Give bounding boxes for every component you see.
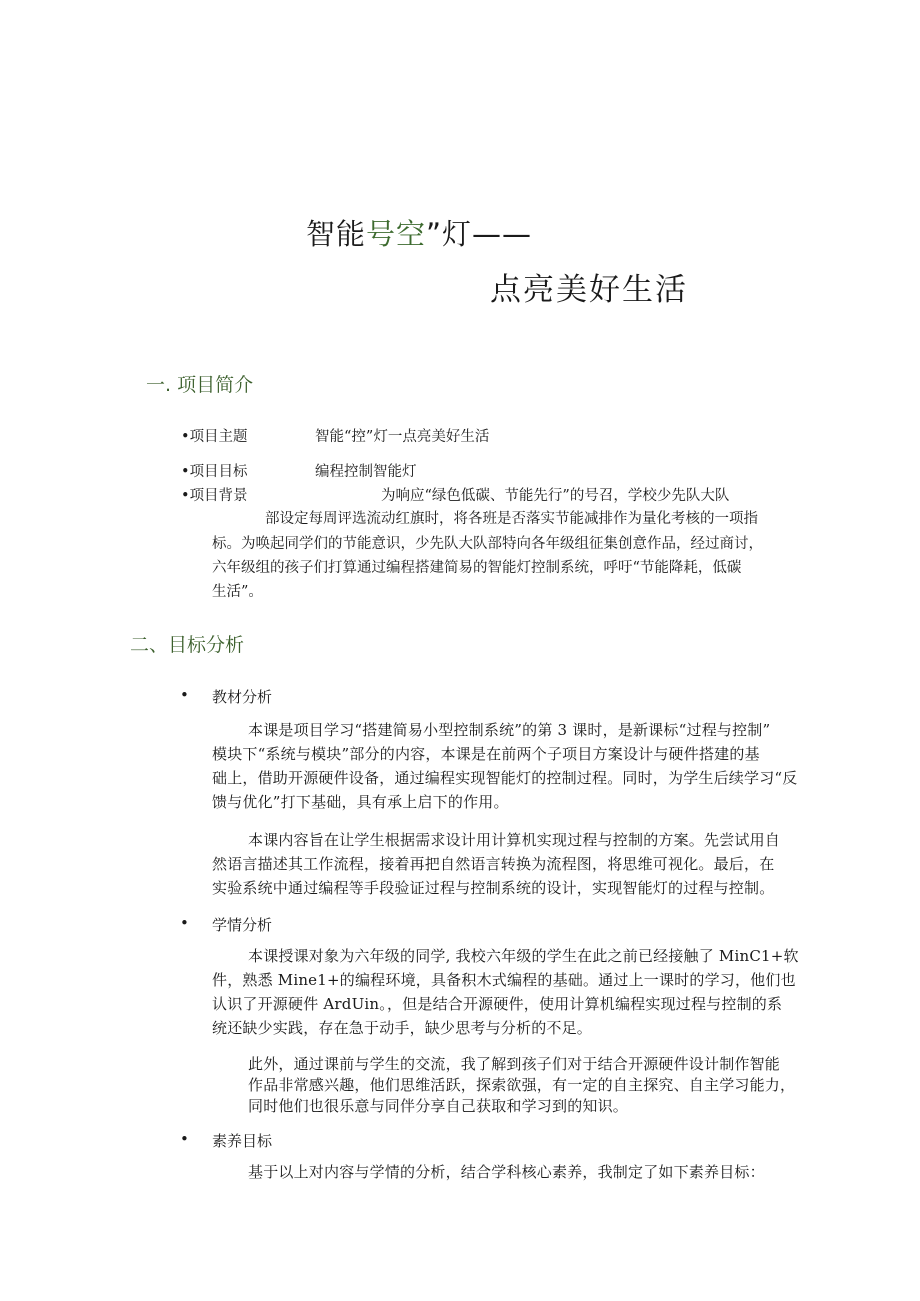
bullet: • xyxy=(180,1130,189,1148)
info-label: 项目目标 xyxy=(189,464,248,480)
paragraph-line: 实验系统中通过编程等手段验证过程与控制系统的设计，实现智能灯的过程与控制。 xyxy=(212,879,775,897)
bullet: • xyxy=(181,464,190,480)
paragraph-line: 然语言描述其工作流程，接着再把自然语言转换为流程图，将思维可视化。最后，在 xyxy=(212,855,775,873)
paragraph-literacy-1 xyxy=(212,1160,765,1184)
analysis-item-label: 教材分析 xyxy=(212,688,273,706)
paragraph-line: 认识了开源硬件 ArdUin。，但是结合开源硬件，使用计算机编程实现过程与控制的系 xyxy=(212,995,783,1013)
paragraph-line: 馈与优化”打下基础，具有承上启下的作用。 xyxy=(212,793,509,811)
title-part-b: 号空 xyxy=(366,217,427,251)
analysis-item-label: 素养目标 xyxy=(212,1132,273,1150)
bullet: • xyxy=(181,429,190,445)
paragraph-line: 作品非常感兴趣，他们思维活跃，探索欲强，有一定的自主探究、自主学习能力， xyxy=(248,1076,796,1094)
paragraph-textbook-2 xyxy=(212,828,780,900)
info-row-theme xyxy=(181,425,248,446)
paragraph-students-2 xyxy=(248,1054,795,1117)
info-value-background: 为响应“绿色低碳、节能先行”的号召，学校少先队大队 xyxy=(381,488,730,504)
background-line-3: 六年级组的孩子们打算通过编程搭建简易的智能灯控制系统，呼吁“节能降耗，低碳 xyxy=(212,560,742,576)
paragraph-line: 统还缺少实践，存在急于动手，缺少思考与分析的不足。 xyxy=(212,1019,593,1037)
info-value-goal: 编程控制智能灯 xyxy=(315,464,417,480)
title-part-a: 智能 xyxy=(306,217,367,251)
paragraph-line: 件，熟悉 Mine1+的编程环境，具备积木式编程的基础。通过上一课时的学习，他们也 xyxy=(212,971,796,989)
info-label: 项目背景 xyxy=(189,488,248,504)
bullet: • xyxy=(180,686,189,704)
section-heading-intro: 一. 项目简介 xyxy=(146,374,254,396)
background-line-4: 生活”。 xyxy=(212,584,263,600)
paragraph-students-1 xyxy=(212,944,799,1040)
document-title-line2: 点亮美好生活 xyxy=(490,272,688,308)
background-line-1: 部设定每周评选流动红旗时，将各班是否落实节能减排作为量化考核的一项指 xyxy=(265,511,758,527)
paragraph-line: 同时他们也很乐意与同伴分享自己获取和学习到的知识。 xyxy=(248,1097,629,1115)
paragraph-line: 本课内容旨在让学生根据需求设计用计算机实现过程与控制的方案。先尝试用自 xyxy=(248,831,781,849)
title-part-c: ”灯—— xyxy=(426,217,533,251)
paragraph-line: 础上，借助开源硬件设备，通过编程实现智能灯的控制过程。同时，为学生后续学习“反 xyxy=(212,769,798,787)
info-label: 项目主题 xyxy=(189,429,248,445)
paragraph-line: 模块下“系统与模块”部分的内容，本课是在前两个子项目方案设计与硬件搭建的基 xyxy=(212,745,760,763)
info-row-goal xyxy=(181,460,248,481)
info-row-background xyxy=(181,484,248,505)
analysis-item-label: 学情分析 xyxy=(212,916,273,934)
paragraph-line: 基于以上对内容与学情的分析，结合学科核心素养，我制定了如下素养目标： xyxy=(248,1163,765,1181)
bullet: • xyxy=(180,914,189,932)
background-line-2: 标。为唤起同学们的节能意识，少先队大队部特向各年级组征集创意作品，经过商讨， xyxy=(212,536,763,552)
document-title-line1 xyxy=(306,212,532,253)
info-value-theme: 智能“控”灯一点亮美好生活 xyxy=(315,429,490,445)
paragraph-line: 本课是项目学习“搭建简易小型控制系统”的第 3 课时，是新课标“过程与控制” xyxy=(248,721,771,739)
paragraph-line: 本课授课对象为六年级的同学, 我校六年级的学生在此之前已经接触了 MinC1+软 xyxy=(248,947,799,965)
paragraph-textbook-1 xyxy=(212,718,797,814)
bullet: • xyxy=(181,488,190,504)
paragraph-line: 此外，通过课前与学生的交流，我了解到孩子们对于结合开源硬件设计制作智能 xyxy=(248,1055,781,1073)
section-heading-analysis: 二、目标分析 xyxy=(130,634,245,656)
